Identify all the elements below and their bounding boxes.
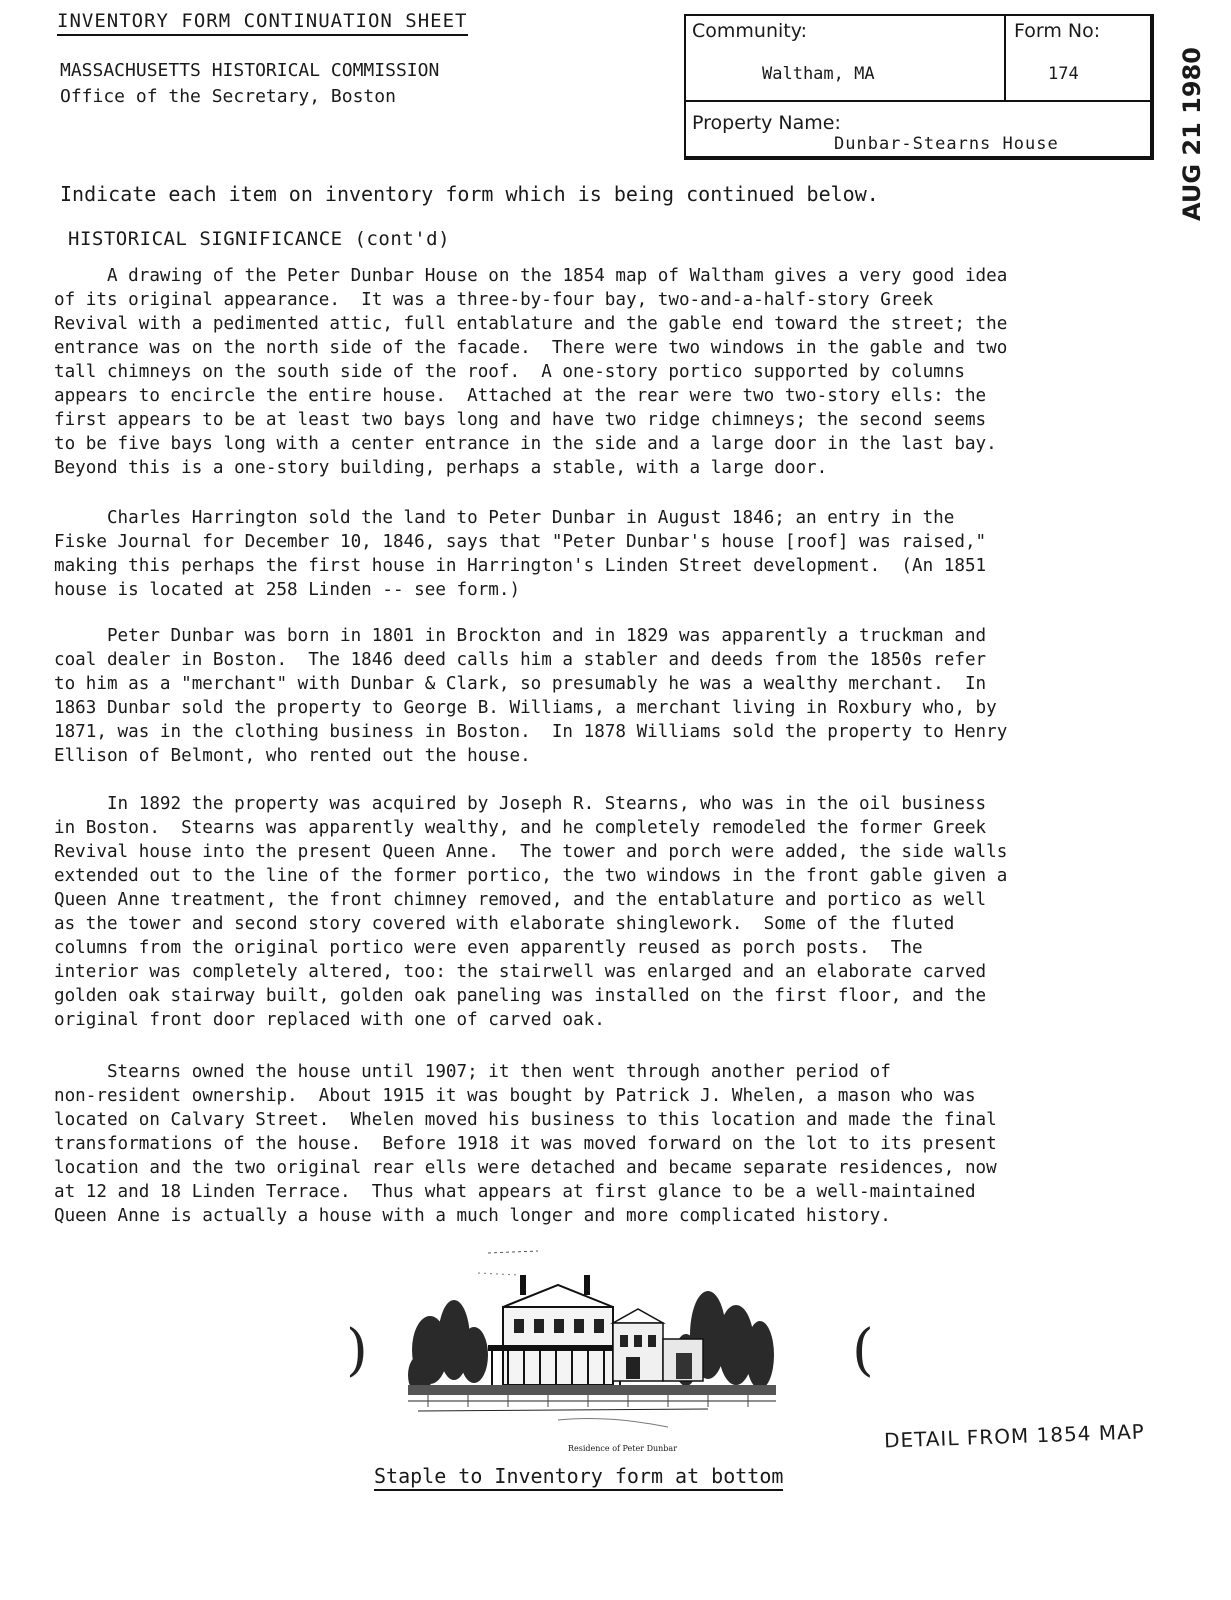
section-title: HISTORICAL SIGNIFICANCE (cont'd) (68, 228, 451, 250)
form-no-label: Form No: (1014, 20, 1101, 42)
paragraph-4: In 1892 the property was acquired by Joseph R. Stearns, who was in the oil business in Boston. Stearns was apparently wealthy, and he completely remodeled the former Greek Revival house into the present Queen Anne. The tower and porch were added, the side walls extended out to the line of the former portico, the two windows in the front gable given a Queen Anne treatment, the front chimney removed, and the entablature and portico as well as the tower and second story covered with elaborate shinglework. Some of the fluted columns from the original portico were even apparently reused as porch posts. The interior was completely altered, too: the stairwell was enlarged and an elaborate carved golden oak stairway built, golden oak paneling was installed on the first floor, and the original front door replaced with one of carved oak. (54, 794, 1008, 1030)
office-name: Office of the Secretary, Boston (60, 86, 396, 107)
right-bracket-mark: ( (852, 1318, 874, 1383)
paragraph-1: A drawing of the Peter Dunbar House on the 1854 map of Waltham gives a very good idea of its original appearance. It was a three-by-four bay, two-and-a-half-story Greek Revival with a pedimented attic, full entablature and the gable end toward the street; the entrance was on the north side of the facade. There were two windows in the gable and two tall chimneys on the south side of the roof. A one-story portico supported by columns appears to encircle the entire house. Attached at the rear were two two-story ells: the first appears to be at least two bays long and have two ridge chimneys; the second seems to be five bays long with a center entrance in the side and a large door in the last bay. Beyond this is a one-story building, perhaps a stable, with a large door. (54, 266, 1008, 478)
continuation-instruction: Indicate each item on inventory form which is being continued below. (60, 182, 879, 206)
engraving-caption: Residence of Peter Dunbar (568, 1444, 678, 1453)
house-engraving-image (408, 1245, 776, 1445)
paragraph-5: Stearns owned the house until 1907; it then went through another period of non-resident ownership. About 1915 it was bought by Patrick J. Whelen, a mason who was located on Calvary Street. Whelen moved his business to this location and made the final transformations of the house. Before 1918 it was moved forward on the lot to its present location and the two original rear ells were detached and became separate residences, now at 12 and 18 Linden Terrace. Thus what appears at first glance to be a well-maintained Queen Anne is actually a house with a much longer and more complicated history. (54, 1062, 997, 1226)
staple-instruction: Staple to Inventory form at bottom (374, 1464, 783, 1491)
property-name-label: Property Name: (692, 112, 841, 134)
property-name-value: Dunbar-Stearns House (834, 134, 1059, 154)
paragraph-3: Peter Dunbar was born in 1801 in Brockton and in 1829 was apparently a truckman and coal dealer in Boston. The 1846 deed calls him a stabler and deeds from the 1850s refer to him as a "merchant" with Dunbar & Clark, so presumably he was a wealthy merchant. In 1863 Dunbar sold the property to George B. Williams, a merchant living in Roxbury who, by 1871, was in the clothing business in Boston. In 1878 Williams sold the property to Henry Ellison of Belmont, who rented out the house. (54, 626, 1008, 766)
left-bracket-mark: ) (346, 1318, 368, 1383)
handwritten-map-note: DETAIL FROM 1854 MAP (883, 1419, 1146, 1453)
box-divider-vertical (1004, 16, 1006, 100)
box-divider-horizontal (686, 100, 1150, 102)
community-value: Waltham, MA (762, 64, 875, 84)
agency-name: MASSACHUSETTS HISTORICAL COMMISSION (60, 60, 440, 81)
paragraph-2: Charles Harrington sold the land to Peter Dunbar in August 1846; an entry in the Fiske Journal for December 10, 1846, says that "Peter Dunbar's house [roof] was raised," making this perhaps the first house in Harrington's Linden Street development. (An 1851 house is located at 258 Linden -- see form.) (54, 508, 987, 600)
community-label: Community: (692, 20, 807, 42)
received-date-stamp: AUG 21 1980 (1178, 47, 1206, 221)
form-no-value: 174 (1048, 64, 1079, 84)
form-title: INVENTORY FORM CONTINUATION SHEET (57, 10, 468, 36)
property-info-box (684, 14, 1154, 160)
